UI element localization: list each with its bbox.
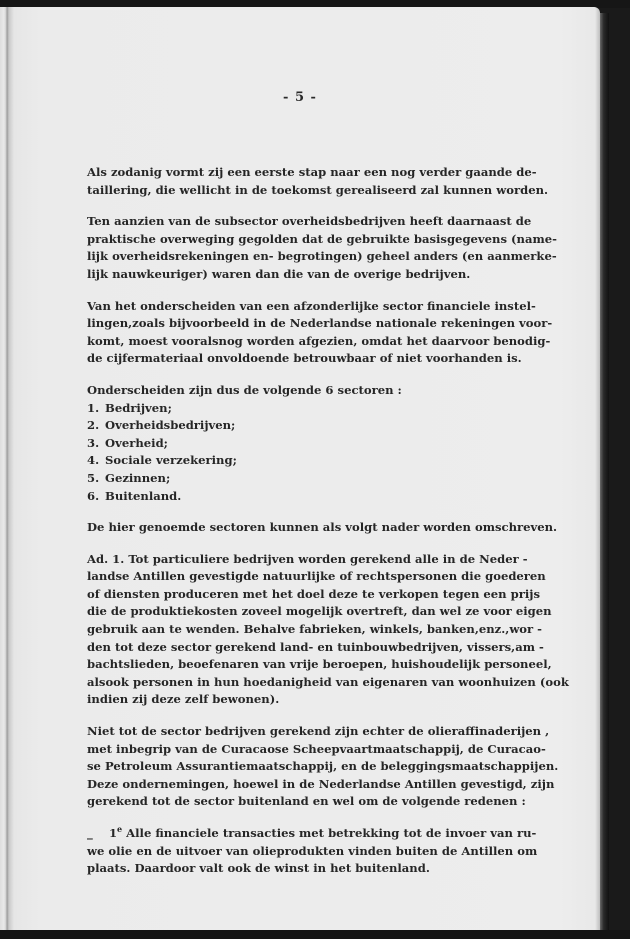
text-line: den tot deze sector gerekend land- en tuinbouwbedrijven, vissers,am - (87, 639, 544, 654)
paragraph-financial-institutions (87, 298, 553, 368)
text-line: gerekend tot de sector buitenland en wel om de volgende redenen : (87, 794, 526, 809)
dash-marker: _ (87, 826, 93, 840)
list-number: 3. (87, 435, 100, 450)
text-line: met inbegrip van de Curacaose Scheepvaartmaatschappij, de Curacao- (87, 741, 546, 756)
text-line: taillering, die wellicht in de toekomst gerealiseerd zal kunnen worden. (87, 182, 549, 197)
text-line: bachtslieden, beoefenaren van vrije beroepen, huishoudelijk personeel, (87, 657, 552, 672)
page-body (87, 164, 569, 892)
paragraph-detail-level (87, 164, 549, 199)
text-line: Deze ondernemingen, hoewel in de Nederlandse Antillen gevestigd, zijn (87, 776, 555, 791)
text-line (87, 824, 537, 843)
text-line: die de produktiekosten zoveel mogelijk overtreft, dan wel ze voor eigen (87, 604, 552, 619)
text-line: we olie en de uitvoer van olieprodukten vinden buiten de Antillen om (87, 843, 538, 858)
ordinal-number: 1 (108, 826, 118, 840)
text-line: lijk nauwkeuriger) waren dan die van de overige bedrijven. (87, 266, 471, 281)
list-label: Sociale verzekering; (105, 453, 237, 468)
text-line: Ten aanzien van de subsector overheidsbedrijven heeft daarnaast de (87, 214, 532, 229)
sectors-section (87, 382, 517, 505)
text-line: komt, moest vooralsnog worden afgezien, omdat het daarvoor benodig- (87, 333, 551, 348)
paragraph-government-enterprises (87, 213, 557, 283)
list-label: Gezinnen; (105, 470, 171, 485)
list-number: 1. (87, 400, 100, 415)
text-line: alsook personen in hun hoedanigheid van eigenaren van woonhuizen (ook (87, 674, 569, 689)
page-number: - 5 - (283, 90, 317, 105)
sector-list (87, 400, 517, 506)
list-label: Bedrijven; (105, 400, 172, 415)
sector-list-item (87, 400, 517, 418)
text-line: plaats. Daardoor valt ook de winst in het buitenland. (87, 861, 430, 876)
paragraph-sector-description-intro (87, 519, 558, 537)
text-line: of diensten produceren met het doel deze te verkopen tegen een prijs (87, 586, 540, 601)
paragraph-ad-1-private-enterprises (87, 551, 569, 709)
text-line: praktische overweging gegolden dat de gebruikte basisgegevens (name- (87, 231, 557, 246)
ordinal-suffix: e (117, 824, 123, 835)
list-number: 6. (87, 488, 100, 503)
list-number: 2. (87, 418, 100, 433)
list-label: Overheid; (105, 435, 168, 450)
paragraph-reason-1 (87, 824, 538, 878)
list-number: 4. (87, 453, 100, 468)
paragraph-oil-refineries-exception (87, 723, 559, 811)
sector-list-item (87, 488, 517, 506)
sectors-intro: Onderscheiden zijn dus de volgende 6 sectoren : (87, 382, 402, 397)
sector-list-item (87, 470, 517, 488)
list-number: 5. (87, 470, 100, 485)
text-line: Als zodanig vormt zij een eerste stap naar een nog verder gaande de- (87, 165, 537, 179)
sector-list-item (87, 417, 517, 435)
sector-list-item (87, 435, 517, 453)
text-line: lingen,zoals bijvoorbeeld in de Nederlandse nationale rekeningen voor- (87, 316, 553, 331)
scan-bottom-border (0, 930, 630, 939)
text-line: De hier genoemde sectoren kunnen als volgt nader worden omschreven. (87, 520, 558, 535)
document-page (0, 7, 600, 931)
text-line: landse Antillen gevestigde natuurlijke of rechtspersonen die goederen (87, 569, 546, 584)
text-line: de cijfermateriaal onvoldoende betrouwbaar of niet voorhanden is. (87, 351, 522, 366)
text-line: gebruik aan te wenden. Behalve fabrieken, winkels, banken,enz.,wor - (87, 622, 542, 637)
text-line: indien zij deze zelf bewonen). (87, 692, 280, 707)
list-label: Buitenland. (105, 488, 182, 503)
text-line: lijk overheidsrekeningen en- begrotingen) geheel anders (en aanmerke- (87, 249, 557, 264)
text-line: Niet tot de sector bedrijven gerekend zijn echter de olieraffinaderijen , (87, 724, 550, 739)
text-line: se Petroleum Assurantiemaatschappij, en de beleggingsmaatschappijen. (87, 759, 559, 774)
sector-list-item (87, 452, 517, 470)
reason-text: Alle financiele transacties met betrekking tot de invoer van ru- (122, 826, 537, 840)
text-line: Van het onderscheiden van een afzonderlijke sector financiele instel- (87, 298, 536, 313)
text-line: Ad. 1. Tot particuliere bedrijven worden gerekend alle in de Neder - (87, 551, 528, 566)
list-label: Overheidsbedrijven; (105, 418, 236, 433)
